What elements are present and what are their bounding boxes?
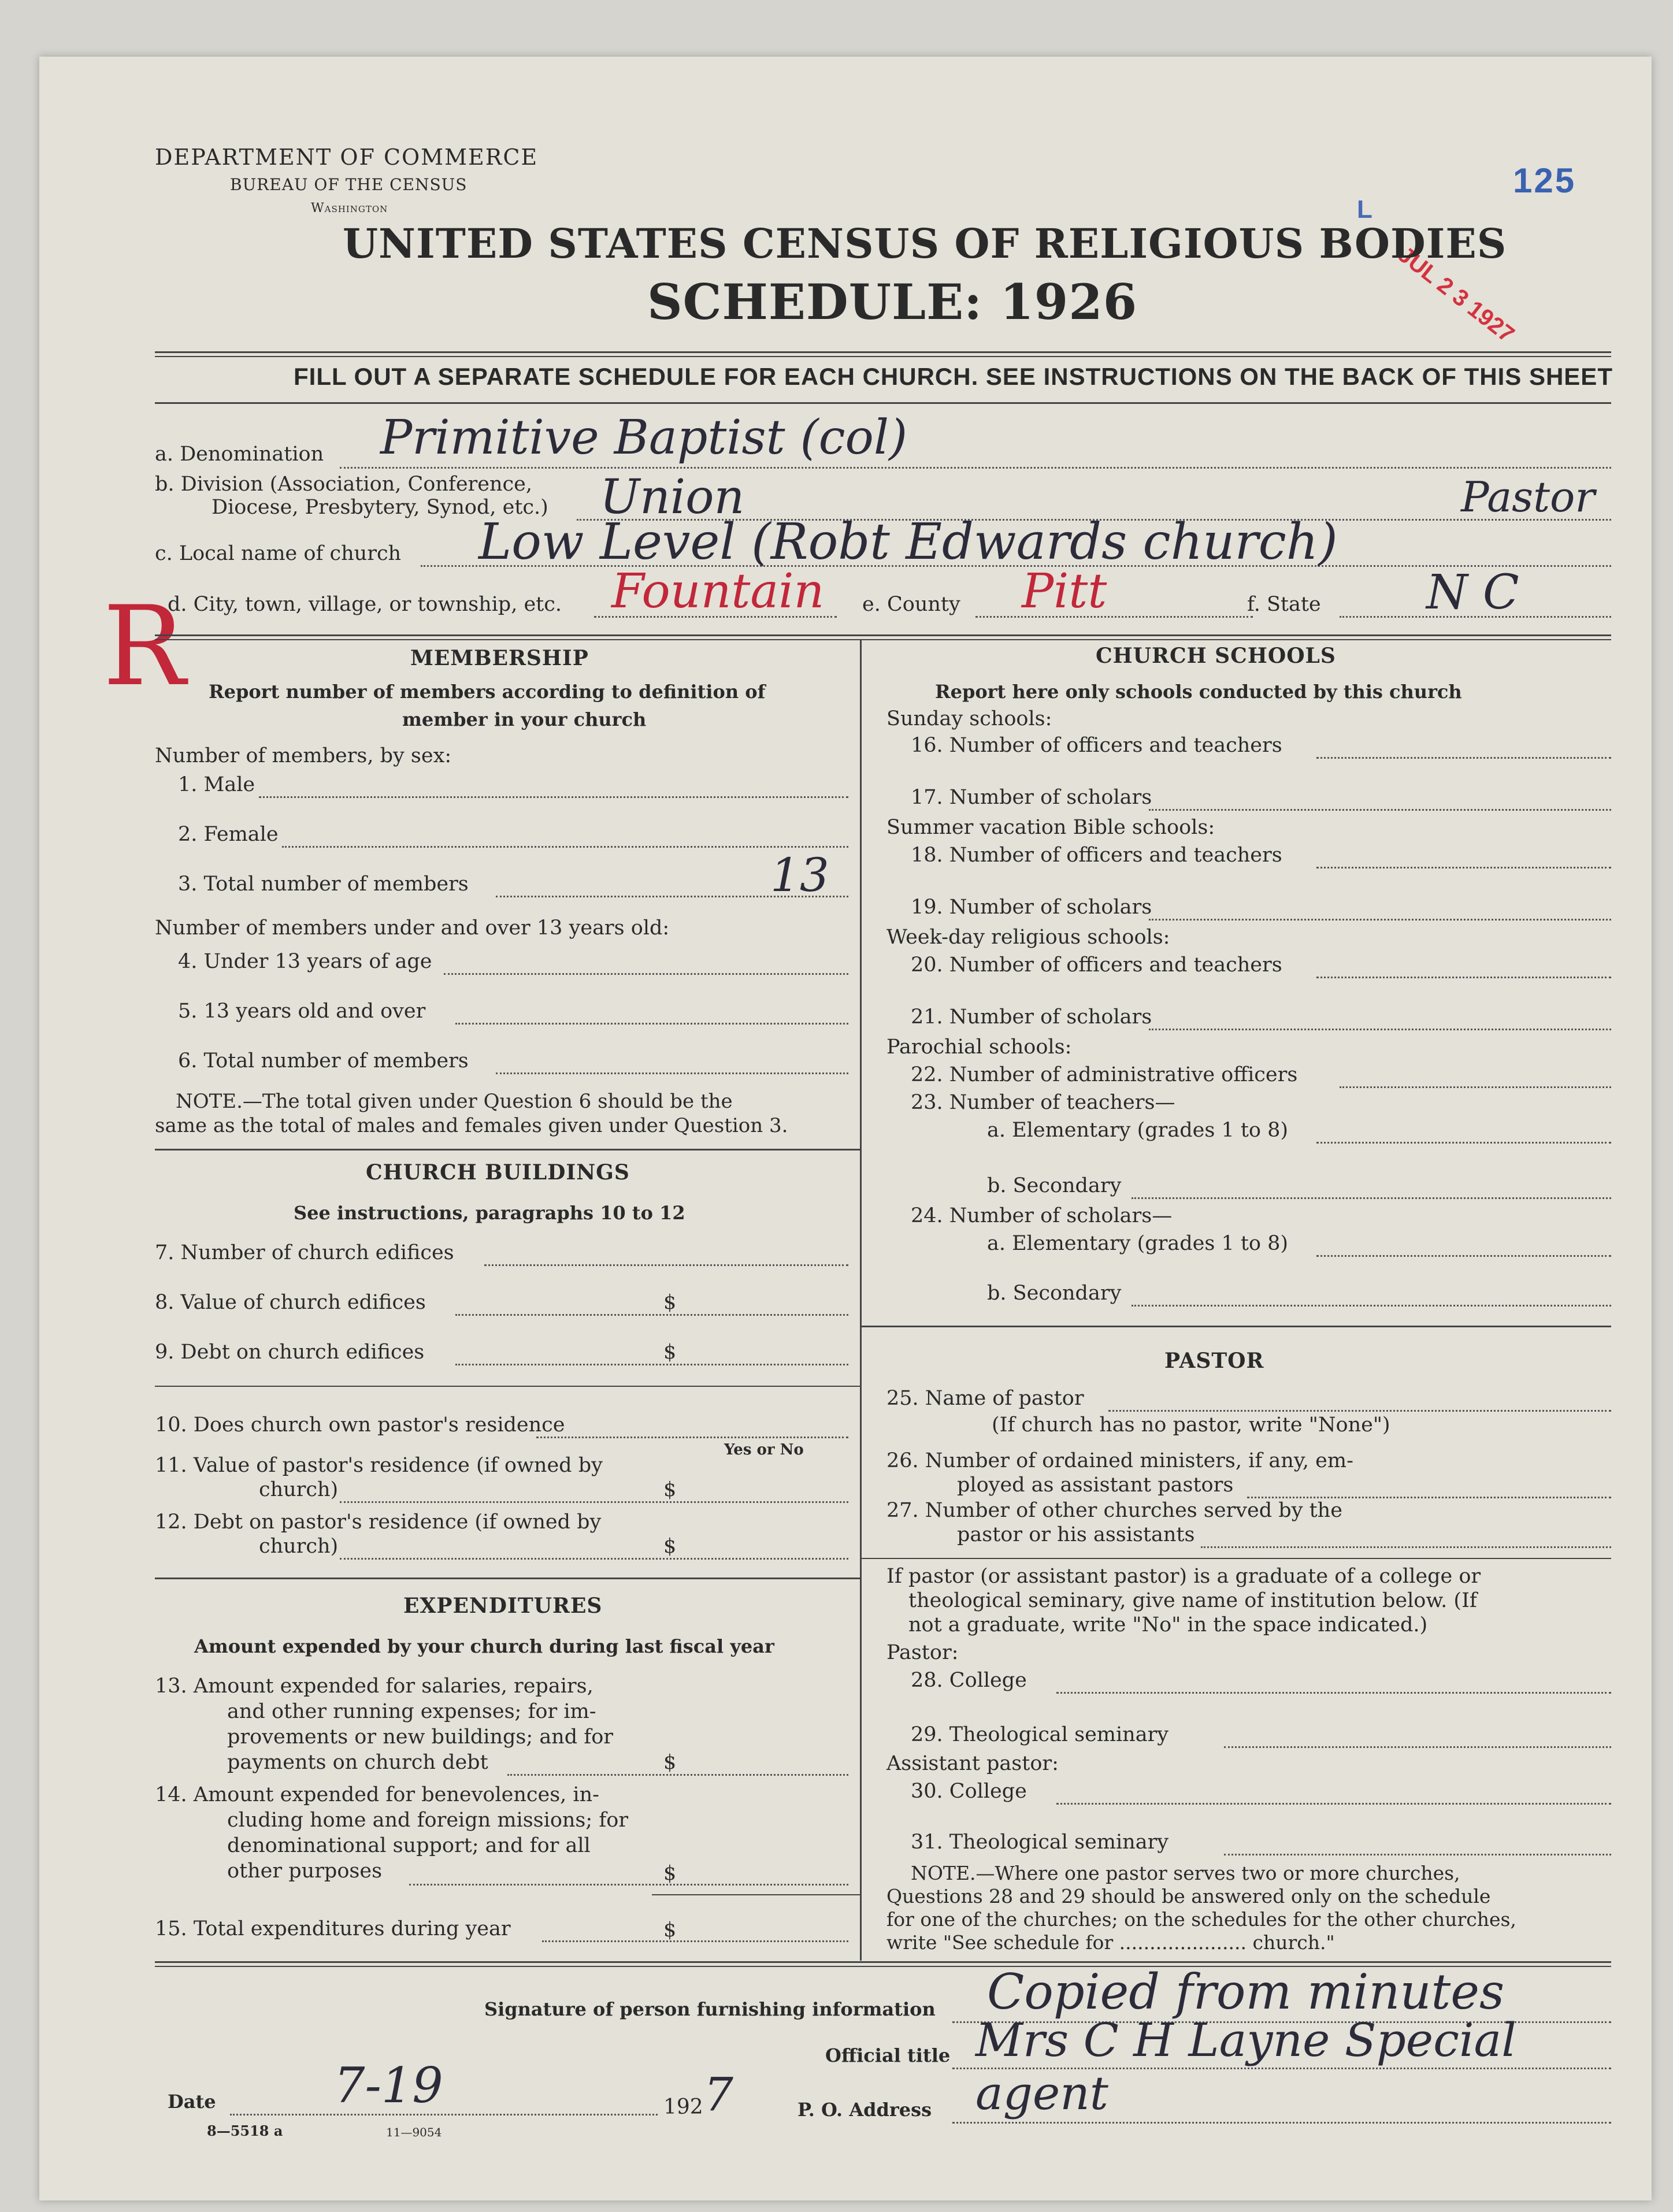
q22-line[interactable]: [1340, 1086, 1611, 1088]
state-label: f. State: [1247, 593, 1321, 616]
q15-line[interactable]: [542, 1940, 848, 1942]
buildings-title: CHURCH BUILDINGS: [366, 1160, 630, 1185]
print-number: 11—9054: [386, 2125, 442, 2139]
corner-mark: L: [1357, 195, 1374, 224]
year-prefix: 192: [663, 2095, 703, 2119]
parochial-label: Parochial schools:: [886, 1036, 1072, 1059]
city-label: d. City, town, village, or township, etc.: [168, 593, 562, 616]
pastor-annotation: Pastor: [1461, 473, 1595, 521]
q27-label-2: pastor or his assistants: [957, 1523, 1195, 1546]
by-sex-label: Number of members, by sex:: [155, 744, 452, 767]
q20-label: 20. Number of officers and teachers: [911, 953, 1282, 977]
page-title: UNITED STATES CENSUS OF RELIGIOUS BODIES: [343, 220, 1507, 268]
q8-label: 8. Value of church edifices: [155, 1291, 426, 1314]
q25-line[interactable]: [1108, 1410, 1611, 1412]
q8-line[interactable]: [455, 1314, 848, 1316]
po-address-value: agent: [975, 2066, 1108, 2120]
q7-line[interactable]: [484, 1264, 848, 1266]
q27-line[interactable]: [1201, 1546, 1611, 1548]
yes-no-hint: Yes or No: [724, 1441, 804, 1458]
body-rule: [155, 1961, 1611, 1963]
q31-label: 31. Theological seminary: [911, 1831, 1169, 1854]
signature-value: Copied from minutes: [987, 1964, 1505, 2020]
city-value: Fountain: [611, 564, 825, 619]
q24b-line[interactable]: [1132, 1305, 1611, 1307]
q25-label: 25. Name of pastor: [886, 1387, 1084, 1410]
summer-label: Summer vacation Bible schools:: [886, 816, 1215, 839]
form-number: 8—5518 a: [207, 2122, 283, 2139]
buildings-rule: [155, 1578, 860, 1579]
column-divider: [860, 640, 862, 1961]
q29-line[interactable]: [1224, 1746, 1611, 1748]
q31-line[interactable]: [1224, 1854, 1611, 1855]
pastor-title: PASTOR: [1164, 1349, 1264, 1373]
q12-label-2: church): [259, 1535, 339, 1558]
grad-note-1: If pastor (or assistant pastor) is a graduate of a college or: [886, 1565, 1481, 1588]
membership-note-2: same as the total of males and females given under Question 3.: [155, 1114, 788, 1137]
schools-rule: [860, 1326, 1611, 1327]
fields-rule-2: [155, 639, 1611, 640]
q29-label: 29. Theological seminary: [911, 1723, 1169, 1746]
q21-line[interactable]: [1149, 1029, 1611, 1030]
q9-dollar: $: [663, 1341, 677, 1364]
q26-line[interactable]: [1247, 1497, 1611, 1498]
church-name-value: Low Level (Robt Edwards church): [478, 513, 1338, 571]
q1-label: 1. Male: [178, 773, 255, 796]
pastor-divider: [860, 1558, 1611, 1559]
weekday-label: Week-day religious schools:: [886, 926, 1170, 949]
po-address-label: P. O. Address: [797, 2099, 932, 2121]
q23-label: 23. Number of teachers—: [911, 1091, 1175, 1114]
q24a-label: a. Elementary (grades 1 to 8): [987, 1232, 1289, 1255]
q4-line[interactable]: [444, 973, 848, 975]
q3-label: 3. Total number of members: [178, 873, 469, 896]
department-heading: DEPARTMENT OF COMMERCE: [155, 144, 539, 170]
q19-line[interactable]: [1149, 919, 1611, 921]
q23b-label: b. Secondary: [987, 1174, 1122, 1197]
division-label-1: b. Division (Association, Conference,: [155, 473, 532, 496]
schools-sub: Report here only schools conducted by this church: [935, 681, 1462, 703]
q16-line[interactable]: [1316, 757, 1611, 759]
denomination-label: a. Denomination: [155, 443, 324, 466]
q2-label: 2. Female: [178, 823, 279, 846]
membership-rule: [155, 1149, 860, 1150]
pastor-note-2: Questions 28 and 29 should be answered only on the schedule: [886, 1885, 1491, 1907]
q13-label-3: provements or new buildings; and for: [227, 1725, 614, 1749]
pastor-note-1: NOTE.—Where one pastor serves two or more churches,: [911, 1862, 1460, 1884]
q16-label: 16. Number of officers and teachers: [911, 734, 1282, 757]
q11-label-2: church): [259, 1478, 339, 1501]
pastor-note-3: for one of the churches; on the schedules for the other churches,: [886, 1908, 1516, 1931]
schedule-title: SCHEDULE: 1926: [647, 273, 1138, 331]
header-rule-top: [155, 351, 1611, 353]
q7-label: 7. Number of church edifices: [155, 1241, 454, 1264]
q28-label: 28. College: [911, 1669, 1027, 1692]
q13-label-1: 13. Amount expended for salaries, repairs,: [155, 1675, 593, 1698]
division-value: Union: [600, 470, 745, 525]
sunday-label: Sunday schools:: [886, 707, 1052, 730]
q26-label-2: ployed as assistant pastors: [957, 1474, 1234, 1497]
q5-label: 5. 13 years old and over: [178, 1000, 426, 1023]
instruction-banner: FILL OUT A SEPARATE SCHEDULE FOR EACH CHURCH. SEE INSTRUCTIONS ON THE BACK OF THIS SHEET: [294, 363, 1613, 390]
county-value: Pitt: [1022, 564, 1107, 619]
q17-label: 17. Number of scholars: [911, 786, 1152, 809]
county-label: e. County: [862, 593, 960, 616]
q21-label: 21. Number of scholars: [911, 1005, 1152, 1029]
q19-label: 19. Number of scholars: [911, 896, 1152, 919]
q23a-line[interactable]: [1316, 1142, 1611, 1144]
q28-line[interactable]: [1056, 1692, 1611, 1694]
denomination-line[interactable]: [340, 467, 1611, 469]
date-label: Date: [168, 2091, 216, 2113]
q15-dollar: $: [663, 1918, 677, 1942]
membership-sub-2: member in your church: [402, 708, 647, 730]
division-label-2: Diocese, Presbytery, Synod, etc.): [212, 496, 548, 519]
corner-number: 125: [1513, 161, 1576, 200]
q18-line[interactable]: [1316, 867, 1611, 869]
q10-label: 10. Does church own pastor's residence: [155, 1413, 565, 1437]
q14-label-4: other purposes: [227, 1860, 383, 1883]
q26-label-1: 26. Number of ordained ministers, if any, em-: [886, 1449, 1353, 1472]
state-value: N C: [1426, 565, 1519, 620]
q13-label-4: payments on church debt: [227, 1751, 488, 1774]
county-line[interactable]: [975, 616, 1253, 618]
q14-line[interactable]: [409, 1884, 848, 1886]
q20-line[interactable]: [1316, 977, 1611, 978]
date-line[interactable]: [230, 2114, 658, 2115]
expenditures-sub: Amount expended by your church during last fiscal year: [194, 1635, 774, 1657]
expenditures-subtotal-rule: [652, 1894, 860, 1895]
r-mark: R: [103, 582, 186, 710]
q25-note: (If church has no pastor, write "None"): [992, 1413, 1390, 1437]
q24b-label: b. Secondary: [987, 1282, 1122, 1305]
q13-dollar: $: [663, 1751, 677, 1774]
membership-title: MEMBERSHIP: [410, 646, 589, 670]
q12-line[interactable]: [340, 1558, 848, 1560]
header-rule-top-2: [155, 356, 1611, 357]
po-address-line[interactable]: [952, 2122, 1611, 2124]
year-value: 7: [704, 2068, 733, 2121]
q14-dollar: $: [663, 1862, 677, 1885]
q17-line[interactable]: [1149, 809, 1611, 811]
date-value: 7-19: [334, 2057, 443, 2114]
official-title-label: Official title: [825, 2044, 951, 2066]
q23b-line[interactable]: [1132, 1197, 1611, 1199]
q23a-label: a. Elementary (grades 1 to 8): [987, 1119, 1289, 1142]
q11-dollar: $: [663, 1478, 677, 1501]
q6-label: 6. Total number of members: [178, 1049, 469, 1072]
official-title-value: Mrs C H Layne Special: [975, 2013, 1516, 2067]
q24-label: 24. Number of scholars—: [911, 1204, 1173, 1227]
q9-label: 9. Debt on church edifices: [155, 1341, 425, 1364]
q22-label: 22. Number of administrative officers: [911, 1063, 1298, 1086]
q15-label: 15. Total expenditures during year: [155, 1917, 511, 1940]
q13-label-2: and other running expenses; for im-: [227, 1700, 596, 1723]
q12-label-1: 12. Debt on pastor's residence (if owned by: [155, 1510, 602, 1534]
age-label: Number of members under and over 13 years old:: [155, 916, 670, 940]
q14-label-3: denominational support; and for all: [227, 1834, 591, 1857]
q18-label: 18. Number of officers and teachers: [911, 844, 1282, 867]
header-rule-bottom: [155, 402, 1611, 404]
membership-note-1: NOTE.—The total given under Question 6 should be the: [176, 1090, 733, 1113]
q12-dollar: $: [663, 1535, 677, 1558]
q14-label-1: 14. Amount expended for benevolences, in-: [155, 1783, 599, 1806]
q14-label-2: cluding home and foreign missions; for: [227, 1809, 629, 1832]
q24a-line[interactable]: [1316, 1255, 1611, 1257]
assistant-sub-label: Assistant pastor:: [886, 1752, 1059, 1775]
q10-line[interactable]: [536, 1437, 848, 1438]
q5-line[interactable]: [455, 1023, 848, 1025]
q8-dollar: $: [663, 1291, 677, 1314]
q9-line[interactable]: [455, 1364, 848, 1365]
bureau-heading: BUREAU OF THE CENSUS: [230, 175, 468, 194]
q13-line[interactable]: [507, 1774, 848, 1776]
city-heading: Washington: [311, 201, 388, 216]
q30-line[interactable]: [1056, 1803, 1611, 1805]
q11-line[interactable]: [340, 1501, 848, 1503]
pastor-note-4: write "See schedule for ..................... church.": [886, 1931, 1335, 1954]
denomination-value: Primitive Baptist (col): [380, 410, 908, 465]
q30-label: 30. College: [911, 1780, 1027, 1803]
q11-label-1: 11. Value of pastor's residence (if owned by: [155, 1454, 603, 1477]
q27-label-1: 27. Number of other churches served by the: [886, 1499, 1342, 1522]
schools-title: CHURCH SCHOOLS: [1096, 644, 1336, 668]
received-date-stamp: JUL 2 3 1927: [1393, 242, 1519, 348]
grad-note-2: theological seminary, give name of institution below. (If: [908, 1589, 1477, 1612]
fields-rule: [155, 634, 1611, 636]
expenditures-title: EXPENDITURES: [403, 1594, 603, 1618]
membership-sub-1: Report number of members according to definition of: [209, 681, 766, 703]
grad-note-3: not a graduate, write "No" in the space indicated.): [908, 1613, 1428, 1636]
buildings-sub: See instructions, paragraphs 10 to 12: [294, 1202, 685, 1224]
signature-label: Signature of person furnishing information: [484, 1998, 936, 2020]
q1-line[interactable]: [259, 796, 848, 798]
q4-label: 4. Under 13 years of age: [178, 950, 432, 973]
census-schedule-sheet: [39, 57, 1652, 2200]
church-name-label: c. Local name of church: [155, 542, 402, 565]
q6-line[interactable]: [496, 1072, 848, 1074]
buildings-divider: [155, 1386, 860, 1387]
q3-value: 13: [770, 848, 829, 902]
pastor-sub-label: Pastor:: [886, 1641, 959, 1664]
q2-line[interactable]: [282, 846, 848, 848]
